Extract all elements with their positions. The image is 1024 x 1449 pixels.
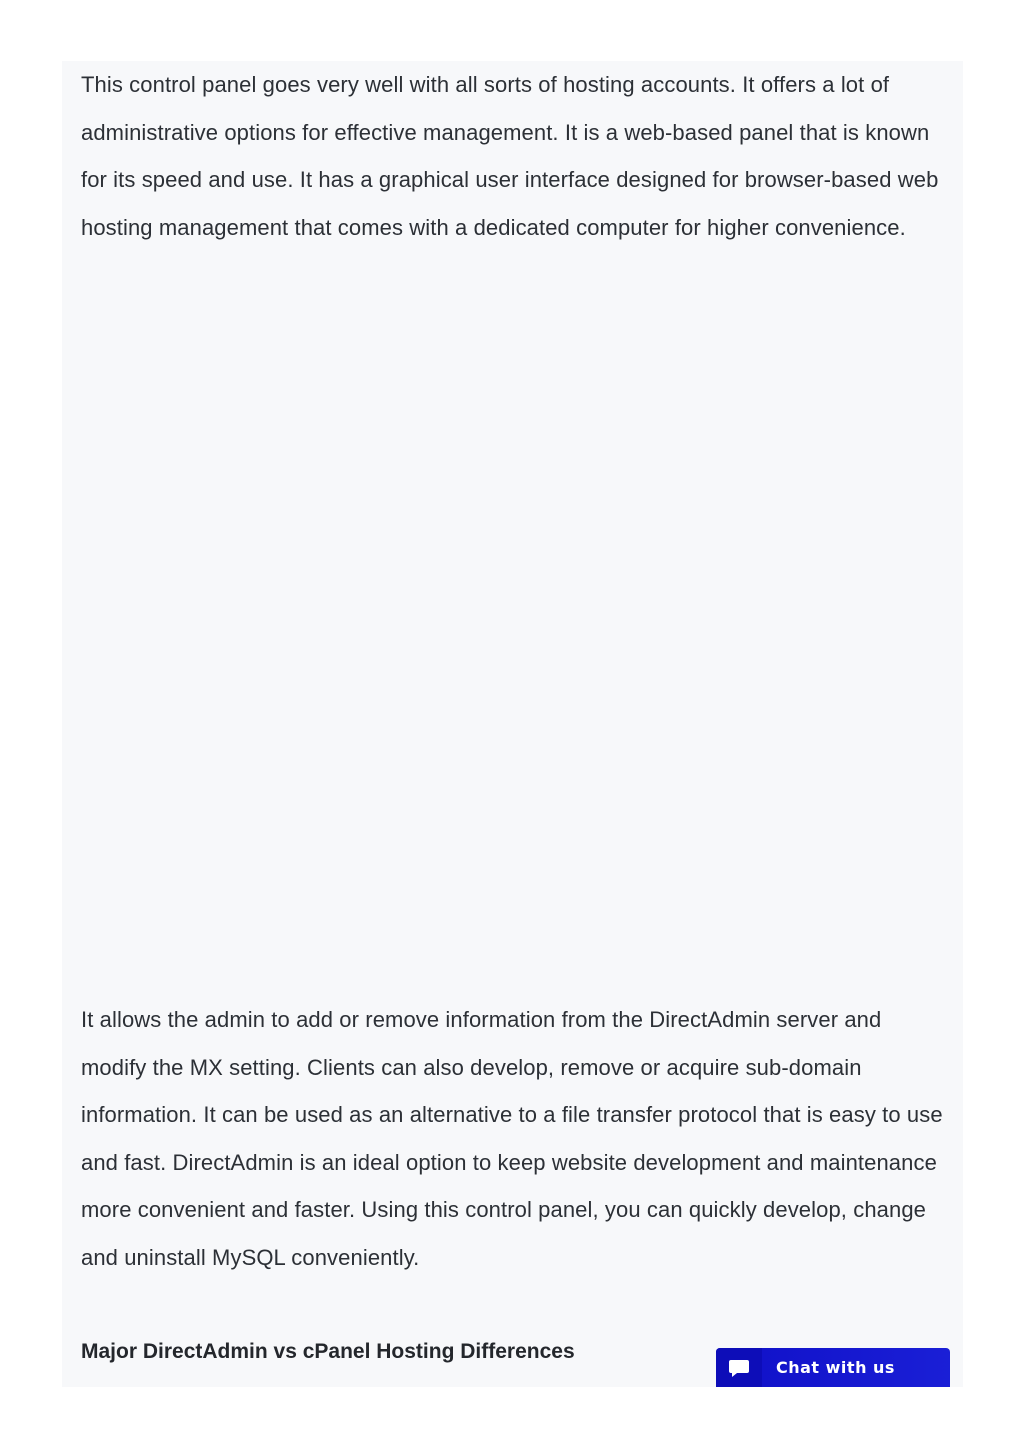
chat-bubble-icon <box>716 1348 762 1387</box>
section-heading: Major DirectAdmin vs cPanel Hosting Differences <box>81 1340 575 1363</box>
article-paragraph: This control panel goes very well with all sorts of hosting accounts. It offers a lot of administrative options for effective management. It is a web-based panel that is known for its speed and use. It has a graphical user interface designed for browser-based web hosting management that comes with a dedicated computer for higher convenience. <box>81 72 939 240</box>
article-paragraph: It allows the admin to add or remove information from the DirectAdmin server and modify the MX setting. Clients can also develop, remove or acquire sub-domain information. It can be used as an alternative to a file transfer protocol that is easy to use and fast. DirectAdmin is an ideal option to keep website development and maintenance more convenient and faster. Using this control panel, you can quickly develop, change and uninstall MySQL conveniently. <box>81 1007 943 1270</box>
article-content-panel <box>62 61 963 1387</box>
chat-with-us-button[interactable] <box>716 1348 950 1387</box>
chat-label: Chat with us <box>776 1358 895 1377</box>
media-placeholder <box>81 306 943 986</box>
